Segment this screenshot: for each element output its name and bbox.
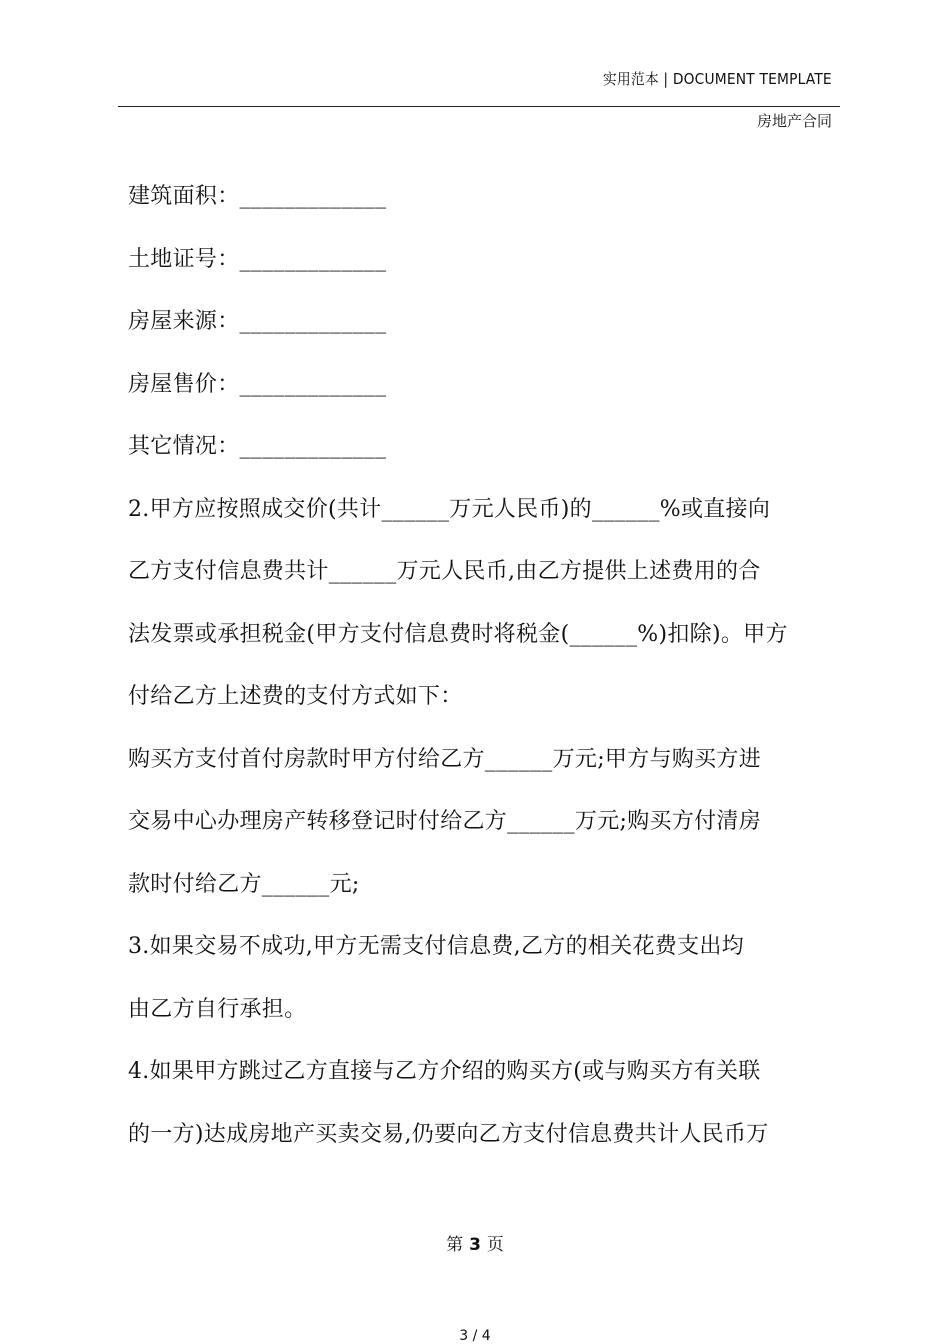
field-house-source: 房屋来源：_____________ bbox=[128, 309, 387, 334]
contract-body bbox=[128, 172, 840, 1172]
payment-terms-line-3: 款时付给乙方______元; bbox=[128, 871, 360, 897]
document-header-title: 实用范本 | DOCUMENT TEMPLATE bbox=[603, 70, 832, 88]
clause-4-line-2: 的一方)达成房地产买卖交易,仍要向乙方支付信息费共计人民币万 bbox=[128, 1121, 769, 1147]
header-divider bbox=[118, 106, 840, 107]
document-category: 房地产合同 bbox=[756, 112, 832, 130]
field-house-price: 房屋售价：_____________ bbox=[128, 371, 387, 397]
clause-3-line-2: 由乙方自行承担。 bbox=[128, 996, 307, 1022]
payment-terms-line-1: 购买方支付首付房款时甲方付给乙方______万元;甲方与购买方进 bbox=[128, 746, 762, 772]
page-number-footer bbox=[0, 1230, 950, 1255]
field-land-certificate: 土地证号：_____________ bbox=[128, 246, 387, 272]
page-prefix: 第 bbox=[446, 1235, 464, 1255]
field-other-info: 其它情况：_____________ bbox=[128, 434, 387, 459]
clause-4-line-1: 4.如果甲方跳过乙方直接与乙方介绍的购买方(或与购买方有关联 bbox=[128, 1059, 761, 1084]
clause-3-line-1: 3.如果交易不成功,甲方无需支付信息费,乙方的相关花费支出均 bbox=[128, 934, 744, 959]
page-number: 3 bbox=[469, 1235, 481, 1255]
field-building-area: 建筑面积：_____________ bbox=[128, 184, 387, 209]
clause-2-line-2: 乙方支付信息费共计______万元人民币,由乙方提供上述费用的合 bbox=[128, 559, 761, 584]
clause-2-line-4: 付给乙方上述费的支付方式如下： bbox=[128, 684, 463, 709]
payment-terms-line-2: 交易中心办理房产转移登记时付给乙方______万元;购买方付清房 bbox=[128, 809, 762, 834]
page-suffix: 页 bbox=[486, 1235, 504, 1255]
page-count: 3 / 4 bbox=[459, 1328, 491, 1344]
clause-2-line-3: 法发票或承担税金(甲方支付信息费时将税金(______%)扣除)。甲方 bbox=[128, 621, 788, 647]
clause-2-line-1: 2.甲方应按照成交价(共计______万元人民币)的______%或直接向 bbox=[128, 496, 771, 522]
